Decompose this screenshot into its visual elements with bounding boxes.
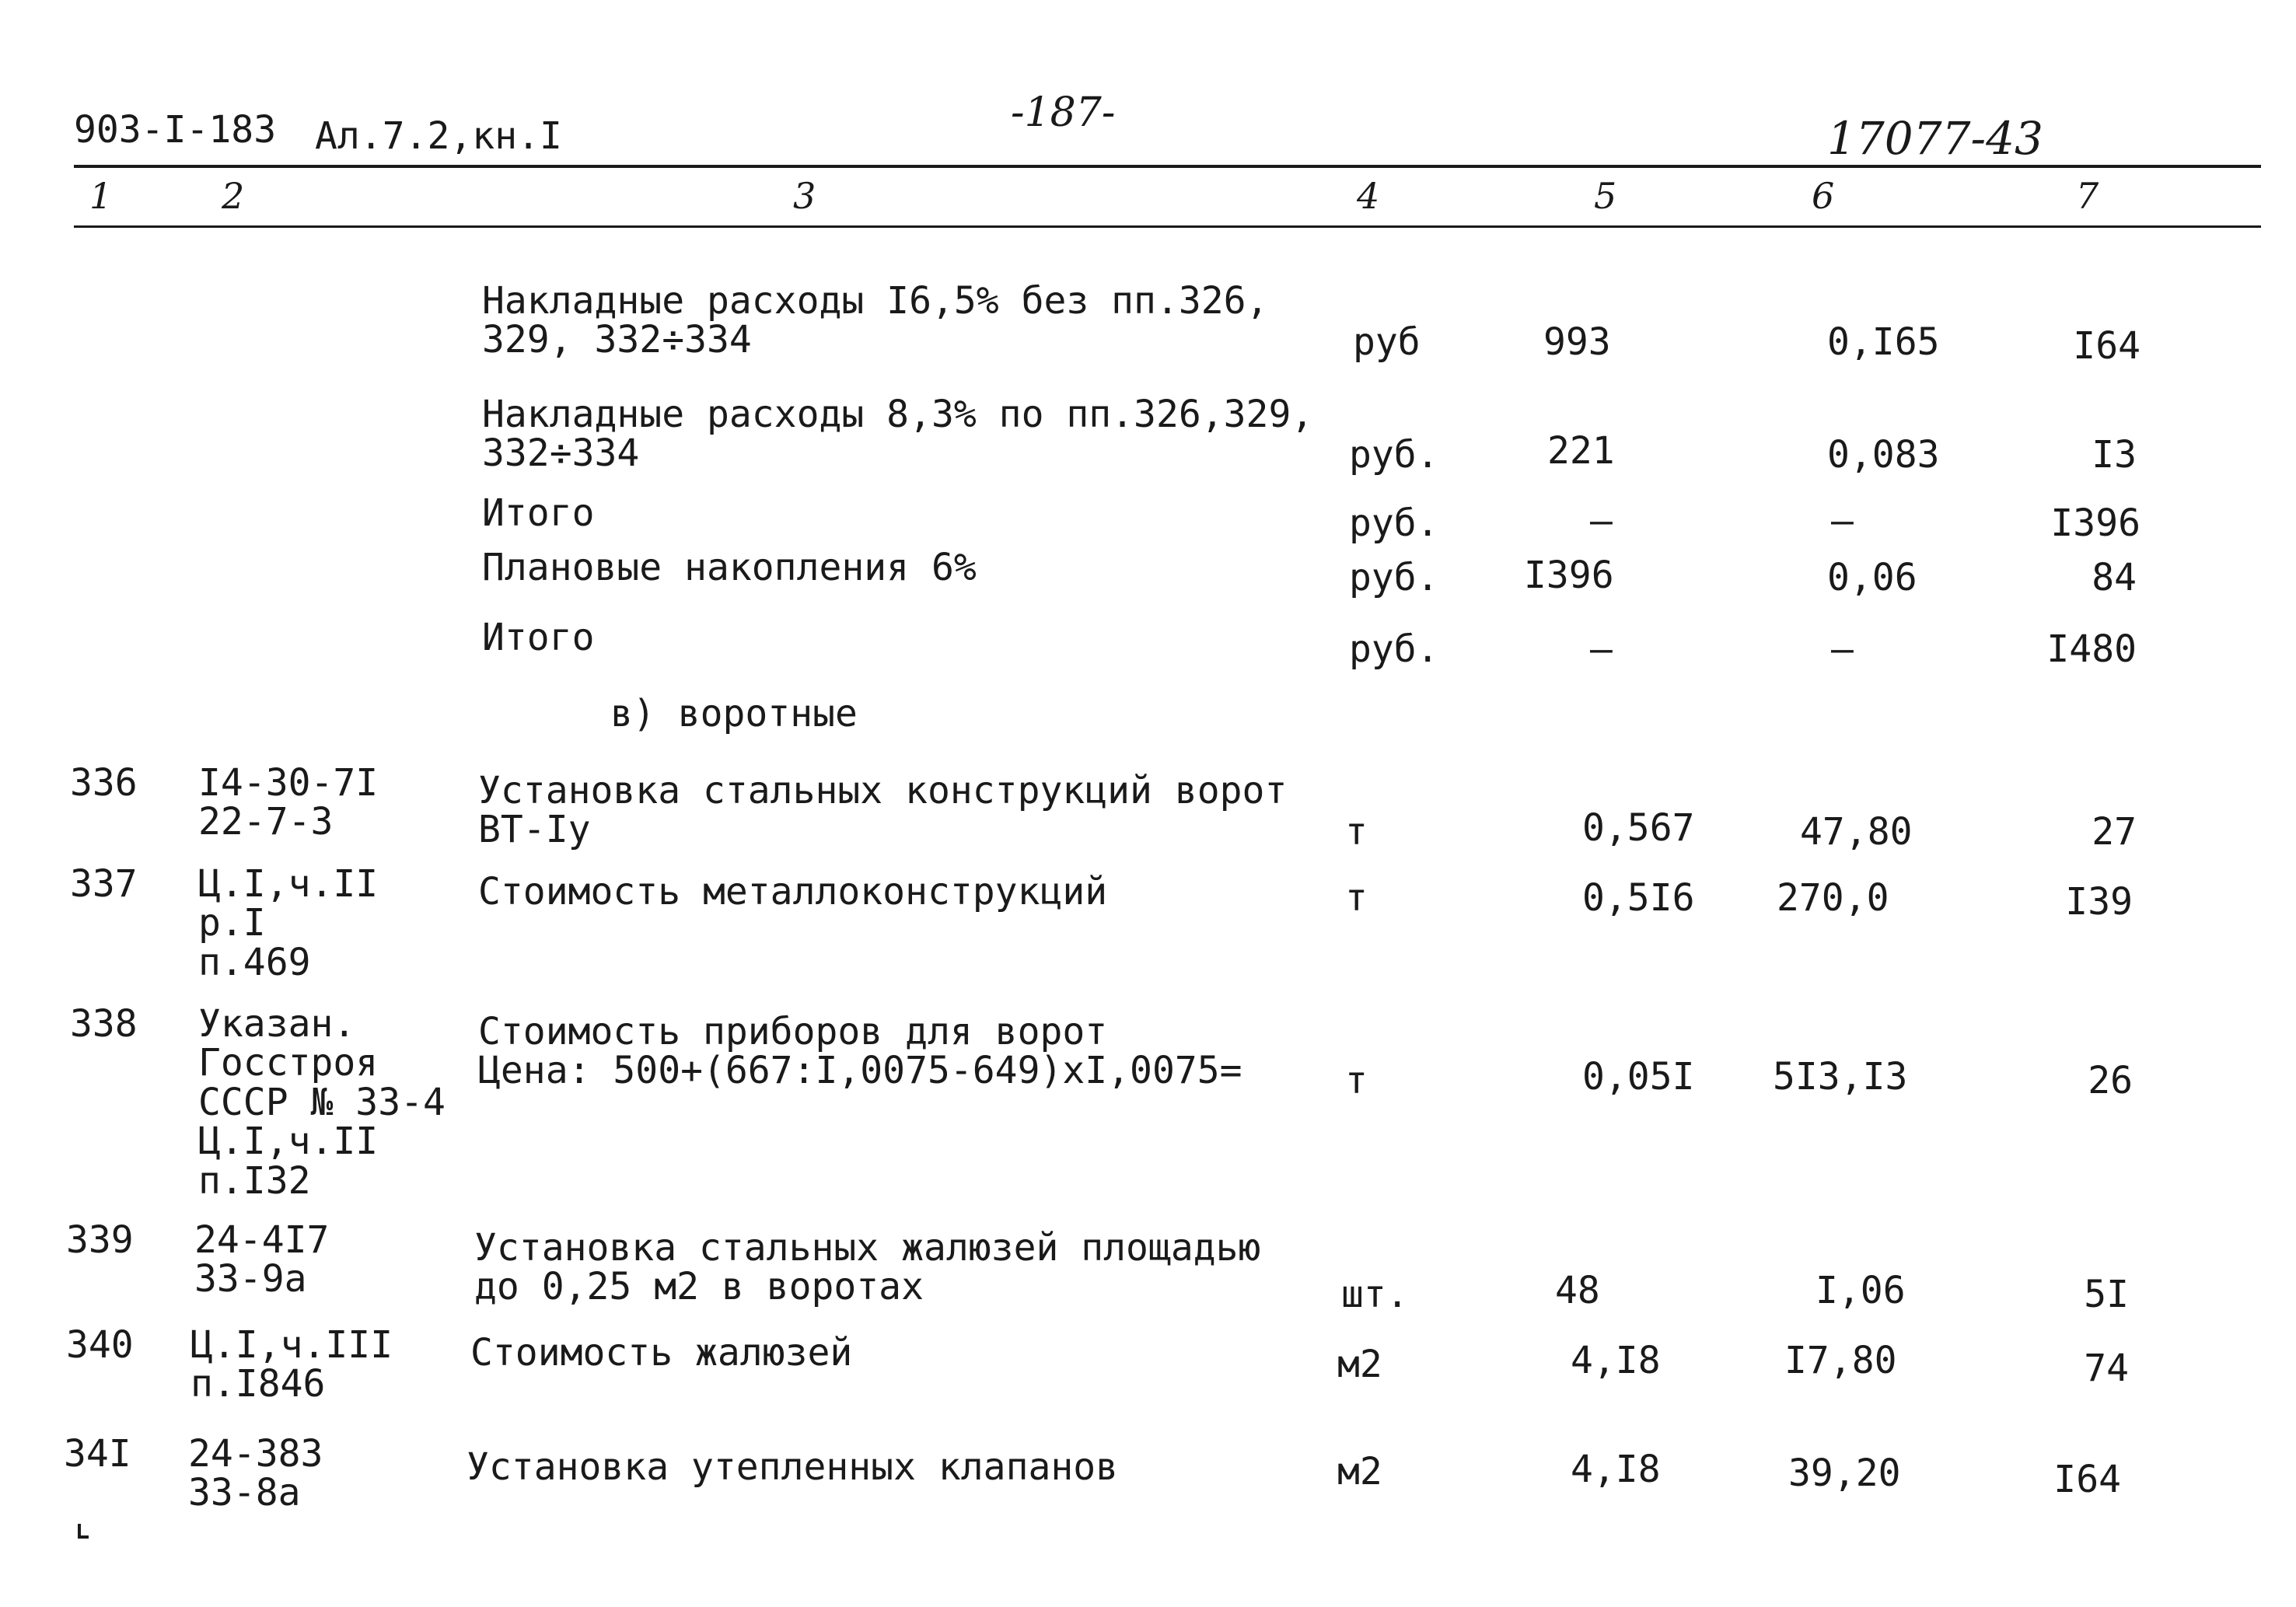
row-price: 5I3,I3 bbox=[1773, 1055, 1908, 1099]
summary-unit: руб. bbox=[1349, 433, 1439, 477]
row-price: 47,80 bbox=[1800, 810, 1913, 854]
row-quantity: 0,05I bbox=[1582, 1055, 1695, 1099]
row-unit: т bbox=[1345, 810, 1368, 854]
row-total: 27 bbox=[2092, 810, 2137, 854]
row-quantity: 0,567 bbox=[1582, 806, 1695, 850]
row-total: 26 bbox=[2088, 1059, 2133, 1102]
summary-unit: руб. bbox=[1349, 627, 1439, 671]
row-quantity: 4,I8 bbox=[1571, 1339, 1661, 1382]
row-description: Стоимость металлоконструкций bbox=[478, 870, 1108, 914]
summary-quantity: – bbox=[1590, 627, 1613, 671]
row-reference: Ц.I,ч.II р.I п.469 bbox=[198, 862, 379, 984]
summary-total: I64 bbox=[2073, 324, 2140, 368]
document-code: 903-I-183 bbox=[74, 108, 277, 152]
row-price: 39,20 bbox=[1788, 1452, 1901, 1495]
row-number: 34I bbox=[64, 1432, 131, 1476]
row-unit: т bbox=[1345, 1059, 1368, 1102]
summary-total: 84 bbox=[2092, 556, 2137, 599]
row-description: Стоимость жалюзей bbox=[470, 1331, 853, 1375]
summary-price: – bbox=[1831, 627, 1854, 671]
summary-price: 0,083 bbox=[1827, 433, 1940, 477]
row-reference: Ц.I,ч.III п.I846 bbox=[190, 1323, 393, 1406]
summary-quantity: 993 bbox=[1543, 320, 1611, 364]
row-quantity: 48 bbox=[1555, 1269, 1600, 1312]
summary-unit: руб. bbox=[1349, 501, 1439, 545]
column-7-number: 7 bbox=[2076, 175, 2099, 217]
row-unit: шт. bbox=[1341, 1273, 1409, 1316]
row-description: Стоимость приборов для ворот Цена: 500+(667:I,0075-649)xI,0075= bbox=[478, 1010, 1242, 1093]
row-price: 270,0 bbox=[1777, 876, 1889, 920]
row-number: 338 bbox=[70, 1002, 138, 1046]
row-price: I7,80 bbox=[1784, 1339, 1897, 1382]
summary-price: 0,06 bbox=[1827, 556, 1917, 599]
summary-total: I3 bbox=[2092, 433, 2137, 477]
row-total: I39 bbox=[2065, 880, 2133, 924]
page-number: -187- bbox=[1011, 89, 1116, 136]
row-reference: 24-4I7 33-9а bbox=[194, 1218, 330, 1301]
album-reference: Ал.7.2,кн.I bbox=[315, 114, 562, 158]
header-bottom-rule bbox=[74, 225, 2261, 228]
row-quantity: 0,5I6 bbox=[1582, 876, 1695, 920]
summary-description: Итого bbox=[482, 491, 595, 535]
row-number: 340 bbox=[66, 1323, 134, 1367]
column-4-number: 4 bbox=[1357, 175, 1380, 217]
row-quantity: 4,I8 bbox=[1571, 1448, 1661, 1491]
summary-description: Накладные расходы I6,5% без пп.326, 329, 332÷334 bbox=[482, 279, 1269, 362]
summary-total: I480 bbox=[2046, 627, 2137, 671]
document-number: 17077-43 bbox=[1827, 112, 2043, 165]
row-total: 5I bbox=[2084, 1273, 2129, 1316]
row-reference: Указан. Госстроя СССР № 33-4 Ц.I,ч.II п.I32 bbox=[198, 1002, 446, 1203]
section-title: в) воротные bbox=[610, 692, 858, 735]
column-3-number: 3 bbox=[793, 175, 816, 217]
column-2-number: 2 bbox=[222, 175, 245, 217]
summary-price: – bbox=[1831, 499, 1854, 543]
row-total: I64 bbox=[2053, 1458, 2121, 1501]
row-unit: м2 bbox=[1337, 1450, 1382, 1493]
summary-description: Плановые накопления 6% bbox=[482, 546, 977, 589]
corner-mark-foot bbox=[78, 1535, 89, 1539]
row-description: Установка стальных жалюзей площадью до 0,25 м2 в воротах bbox=[474, 1226, 1261, 1309]
summary-total: I396 bbox=[2050, 501, 2140, 545]
row-unit: т bbox=[1345, 876, 1368, 920]
row-description: Установка утепленных клапанов bbox=[467, 1445, 1119, 1489]
row-number: 339 bbox=[66, 1218, 134, 1262]
row-reference: 24-383 33-8а bbox=[188, 1432, 323, 1515]
summary-quantity: – bbox=[1590, 499, 1613, 543]
row-unit: м2 bbox=[1337, 1343, 1382, 1386]
summary-description: Итого bbox=[482, 616, 595, 659]
row-description: Установка стальных конструкций ворот ВТ-Iу bbox=[478, 769, 1288, 852]
summary-unit: руб bbox=[1353, 320, 1421, 364]
row-reference: I4-30-7I 22-7-3 bbox=[198, 761, 379, 844]
row-number: 337 bbox=[70, 862, 138, 906]
row-number: 336 bbox=[70, 761, 138, 805]
column-6-number: 6 bbox=[1812, 175, 1835, 217]
summary-quantity: 221 bbox=[1547, 429, 1615, 473]
summary-unit: руб. bbox=[1349, 556, 1439, 599]
summary-quantity: I396 bbox=[1524, 554, 1614, 597]
column-5-number: 5 bbox=[1594, 175, 1617, 217]
summary-price: 0,I65 bbox=[1827, 320, 1940, 364]
column-1-number: 1 bbox=[89, 175, 113, 217]
summary-description: Накладные расходы 8,3% по пп.326,329, 332÷334 bbox=[482, 393, 1314, 476]
row-total: 74 bbox=[2084, 1347, 2129, 1390]
row-price: I,06 bbox=[1815, 1269, 1906, 1312]
header-top-rule bbox=[74, 165, 2261, 168]
